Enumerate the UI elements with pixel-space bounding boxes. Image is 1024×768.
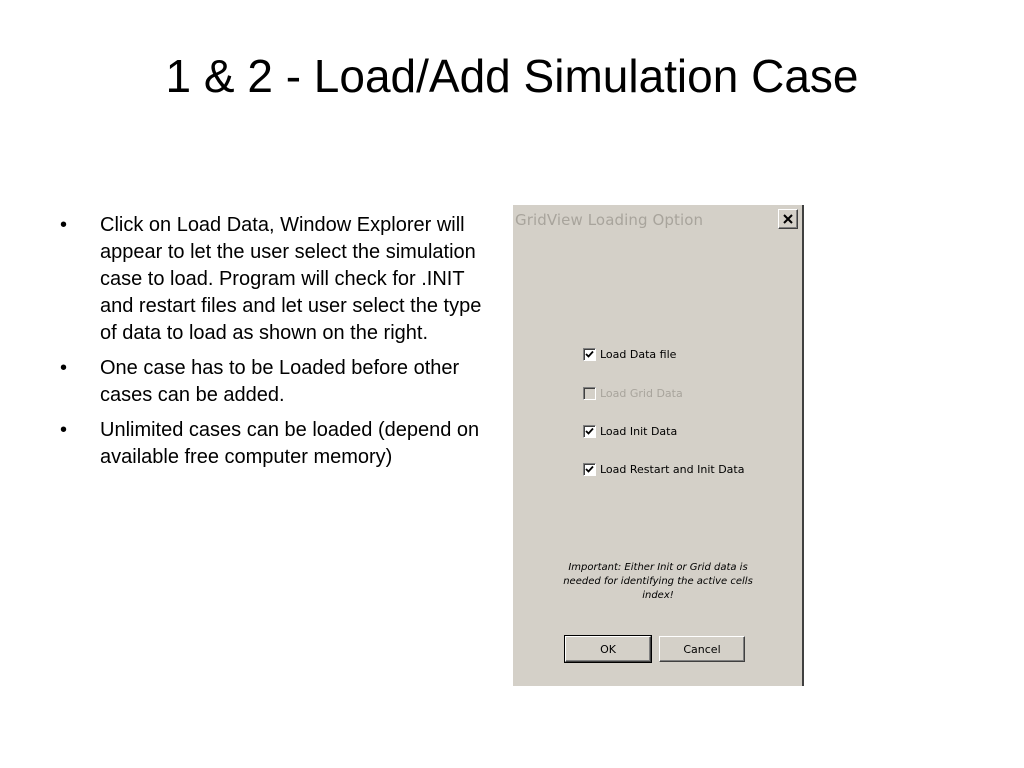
close-icon — [783, 214, 793, 224]
load-init-data-checkbox[interactable] — [583, 425, 596, 438]
load-restart-init-option[interactable] — [583, 461, 744, 477]
load-init-data-label: Load Init Data — [600, 424, 678, 438]
slide-title: 1 & 2 - Load/Add Simulation Case — [165, 50, 859, 102]
bullet-marker: • — [60, 419, 68, 441]
loading-option-dialog — [513, 205, 804, 686]
bullet-marker: • — [60, 357, 68, 379]
load-restart-init-label: Load Restart and Init Data — [600, 462, 745, 476]
dialog-titlebar[interactable] — [513, 205, 802, 235]
load-grid-data-option — [583, 385, 683, 401]
bullet-item — [60, 417, 492, 471]
bullet-text: Unlimited cases can be loaded (depend on available free computer memory) — [100, 419, 480, 468]
dialog-title: GridView Loading Option — [515, 211, 704, 229]
load-grid-data-label: Load Grid Data — [600, 386, 683, 400]
load-data-file-option[interactable] — [583, 346, 676, 362]
ok-button[interactable]: OK — [565, 636, 651, 662]
bullet-item — [60, 355, 492, 409]
load-restart-init-checkbox[interactable] — [583, 463, 596, 476]
checkmark-icon — [585, 427, 594, 436]
bullet-item — [60, 212, 492, 347]
bullet-text: Click on Load Data, Window Explorer will appear to let the user select the simulation case to load. Program will check for .INIT and restart files and let user select the type of data to load as shown on the right. — [100, 214, 482, 344]
checkmark-icon — [585, 350, 594, 359]
important-note: Important: Either Init or Grid data is needed for identifying the active cells index! — [563, 562, 753, 601]
load-data-file-checkbox[interactable] — [583, 348, 596, 361]
load-grid-data-checkbox — [583, 387, 596, 400]
bullet-marker: • — [60, 214, 68, 236]
bullet-list — [60, 212, 492, 479]
load-init-data-option[interactable] — [583, 423, 677, 439]
cancel-button[interactable]: Cancel — [659, 636, 745, 662]
bullet-text: One case has to be Loaded before other cases can be added. — [100, 357, 460, 406]
checkmark-icon — [585, 465, 594, 474]
close-button[interactable] — [778, 209, 798, 229]
load-data-file-label: Load Data file — [600, 347, 677, 361]
